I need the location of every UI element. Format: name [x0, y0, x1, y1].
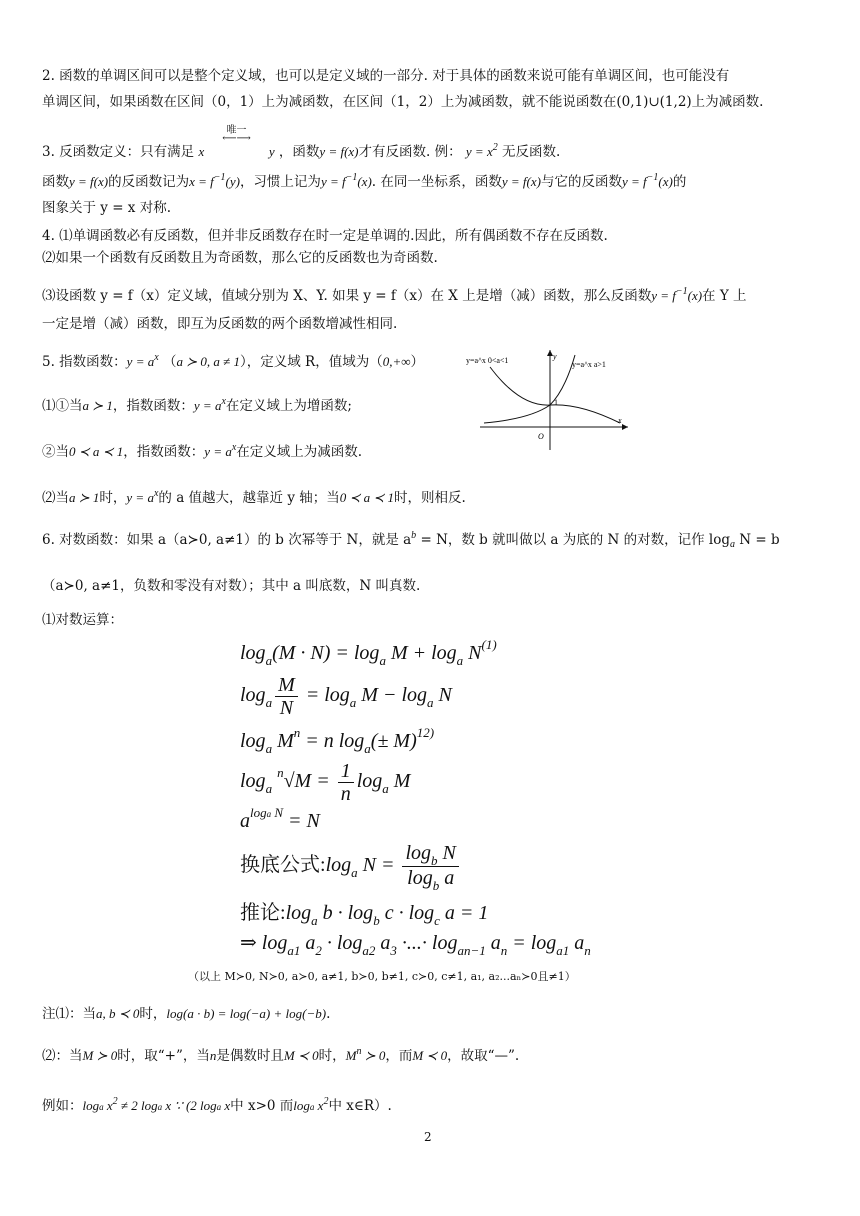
formula-quotient: $\log_a$ $\frac{M}{N}$ = $\log_a M - \log_a N$	[240, 674, 452, 719]
para-4-item-1: 4. ⑴单调函数必有反函数，但并非反函数存在时一定是单调的.因此，所有偶函数不存在反函数.	[42, 228, 608, 244]
y-label: y	[553, 352, 557, 361]
example: 例如：loga $x^2 \ne 2$ loga x ∵ (2 loga x中 x>0 而loga $x^2$中 x∈R）.	[42, 1096, 392, 1114]
para-6-line-1: 6. 对数函数：如果 a（a≻0, a≠1）的 b 次幂等于 N，就是 $a^b = N$，数 b 就叫做以 a 为底的 N 的对数，记作 $\log_a N = b$	[42, 530, 780, 550]
origin-label: O	[538, 432, 544, 441]
note-1: 注⑴：当a, b ≺ 0时，log(a · b) = log(−a) + log(−b).	[42, 1006, 331, 1022]
para-4-item-2: ⑵如果一个函数有反函数且为奇函数，那么它的反函数也为奇函数.	[42, 250, 438, 266]
curve-a-less-1	[490, 367, 620, 423]
para-6-line-2: （a≻0, a≠1，负数和零没有对数）；其中 a 叫底数，N 叫真数.	[42, 578, 421, 594]
para-4-item-3: ⑶设函数 y = f（x）定义域，值域分别为 X、Y. 如果 y = f（x）在 X 上是增（减）函数，那么反函数$y = f^{-1}(x)$在 Y 上	[42, 286, 747, 304]
graph-left-label: y=a^x 0<a<1	[466, 356, 509, 365]
one-label: 1	[554, 398, 558, 407]
para-3-line-2: 函数y = f(x)的反函数记为$x = f^{-1}(y)$，习惯上记为$y = f^{-1}(x)$. 在同一坐标系，函数y = f(x)与它的反函数$y = f^{-1}(x)$的	[42, 172, 687, 190]
formula-conditions: （以上 M≻0, N≻0, a≻0, a≠1, b≻0, b≠1, c≻0, c≠1, a₁, a₂...aₙ≻0且≠1）	[188, 970, 576, 983]
para-5-item-2: ②当0 ≺ a ≺ 1，指数函数：$y = a^x$在定义域上为减函数.	[42, 442, 363, 460]
para-2-line-1: 2. 函数的单调区间可以是整个定义域，也可以是定义域的一部分. 对于具体的函数来说可能有单调区间，也可能没有	[42, 68, 730, 84]
para-3-line-3: 图象关于 y = x 对称.	[42, 200, 172, 216]
para-6-item-1: ⑴对数运算：	[42, 612, 123, 628]
formula-identity: $a^{loga N} = N$	[240, 805, 320, 832]
formula-product: $\log_a(M \cdot N) = \log_a M + \log_a N^{(1)}$	[240, 637, 497, 668]
para-3-line-1: 3. 反函数定义：只有满足 x 唯一 ⟵⟶ y ，函数y = f(x)才有反函数. 例： $y = x^2$ 无反函数.	[42, 124, 560, 164]
formula-corollary: 推论$:\log_a$ $b \cdot \log_b c \cdot \log_c a = 1$	[240, 902, 489, 928]
para-4-item-3-cont: 一定是增（减）函数，即互为反函数的两个函数增减性相同.	[42, 316, 398, 332]
formula-power: $\log_a M^n = n$ $\log_a(\pm M)^{12)}$	[240, 725, 435, 756]
x-label: x	[618, 416, 622, 425]
para-5-line-1: 5. 指数函数：$y = a^x$ （a ≻ 0, a ≠ 1），定义域 R，值域为（0,+∞）	[42, 352, 425, 370]
one-to-one-arrow: 唯一 ⟵⟶	[222, 125, 251, 144]
formula-chain: ⇒ $\log_{a1} a_2 \cdot \log_{a2} a_3$ ·...· $\log_{an-1} a_n = \log_{a1} a_n$	[240, 932, 591, 958]
note-2: ⑵：当M ≻ 0时，取“+”，当n是偶数时且M ≺ 0时，$M^n$ ≻ 0，而M ≺ 0，故取“—”.	[42, 1046, 520, 1064]
para-5-item-1: ⑴①当a ≻ 1，指数函数：$y = a^x$在定义域上为增函数;	[42, 396, 352, 414]
curve-a-greater-1	[484, 355, 575, 423]
formula-root: $\log_a ^n√M$ = $\frac{1}{n}$ $\log_a M$	[240, 760, 411, 805]
page-number: 2	[424, 1130, 432, 1144]
exponential-graph	[466, 345, 630, 455]
para-2-line-2: 单调区间，如果函数在区间（0，1）上为减函数，在区间（1，2）上为减函数，就不能说函数在(0,1)∪(1,2)上为减函数.	[42, 94, 764, 110]
para-5-item-3: ⑵当a ≻ 1时，$y = a^x$的 a 值越大，越靠近 y 轴；当0 ≺ a ≺ 1时，则相反.	[42, 488, 466, 506]
graph-right-label: y=a^x a>1	[572, 360, 606, 369]
formula-change-base: 换底公式$:\log_a$ N = $\frac{\log_b N}{\log_b a}$	[240, 842, 462, 891]
